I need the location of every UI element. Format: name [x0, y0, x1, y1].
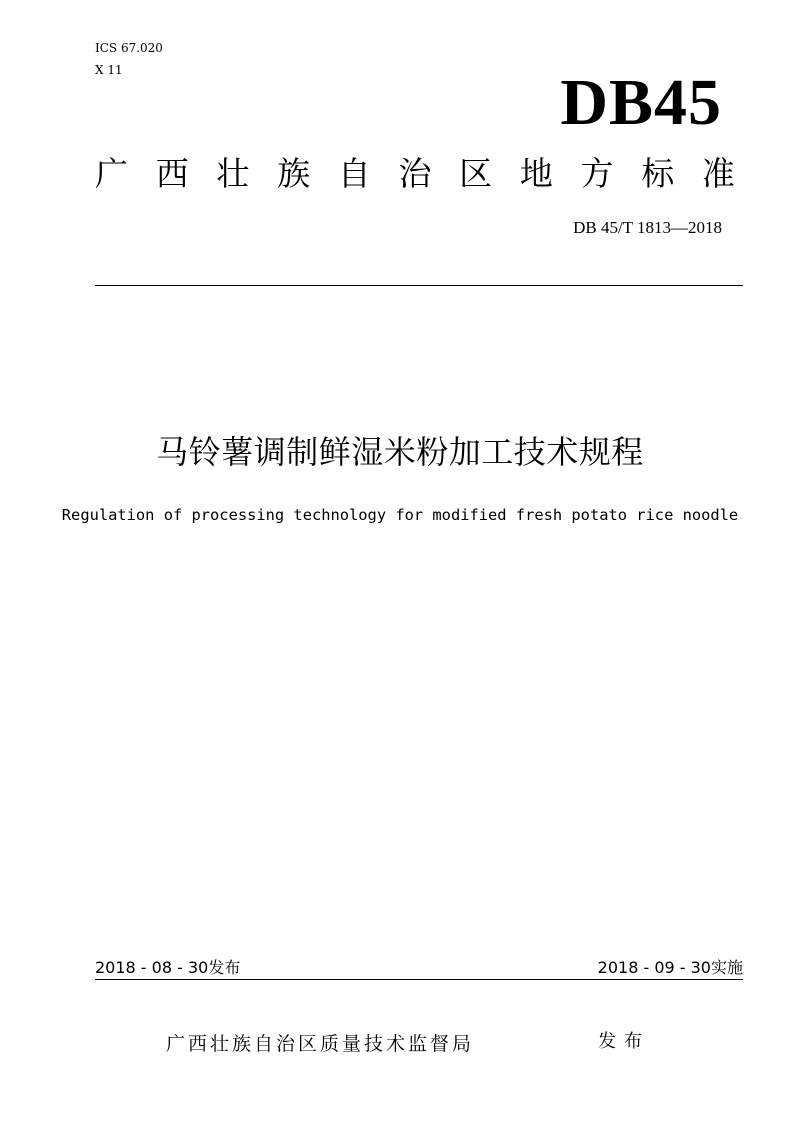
standard-type-char: 治 — [398, 154, 432, 193]
top-divider — [95, 285, 743, 286]
standard-number: DB 45/T 1813—2018 — [573, 218, 722, 237]
implementation-date: 2018 - 09 - 30实施 — [597, 958, 743, 977]
standard-type-char: 自 — [337, 154, 371, 193]
db-mark: DB45 — [560, 66, 722, 139]
standard-type-char: 方 — [580, 154, 614, 193]
standard-type-char: 西 — [155, 154, 189, 193]
standard-type-char: 壮 — [216, 154, 250, 193]
issue-date: 2018 - 08 - 30发布 — [95, 958, 241, 977]
standard-type-char: 广 — [95, 154, 128, 193]
standard-type-char: 地 — [519, 154, 553, 193]
issue-action: 发布 — [598, 1031, 650, 1052]
standard-type-char: 区 — [459, 154, 493, 193]
ics-code: ICS 67.020 — [95, 41, 163, 55]
bottom-divider — [95, 979, 743, 980]
issuing-authority: 广西壮族自治区质量技术监督局 — [166, 1033, 475, 1055]
document-title-en: Regulation of processing technology for modified fresh potato rice noodle — [61, 506, 739, 524]
standard-type-char: 标 — [641, 154, 675, 193]
document-title-zh: 马铃薯调制鲜湿米粉加工技术规程 — [156, 433, 644, 471]
standard-type-char: 族 — [277, 154, 311, 193]
standard-type-char: 准 — [701, 154, 735, 193]
classification-code: X 11 — [95, 63, 123, 77]
standard-type-heading — [95, 154, 735, 194]
